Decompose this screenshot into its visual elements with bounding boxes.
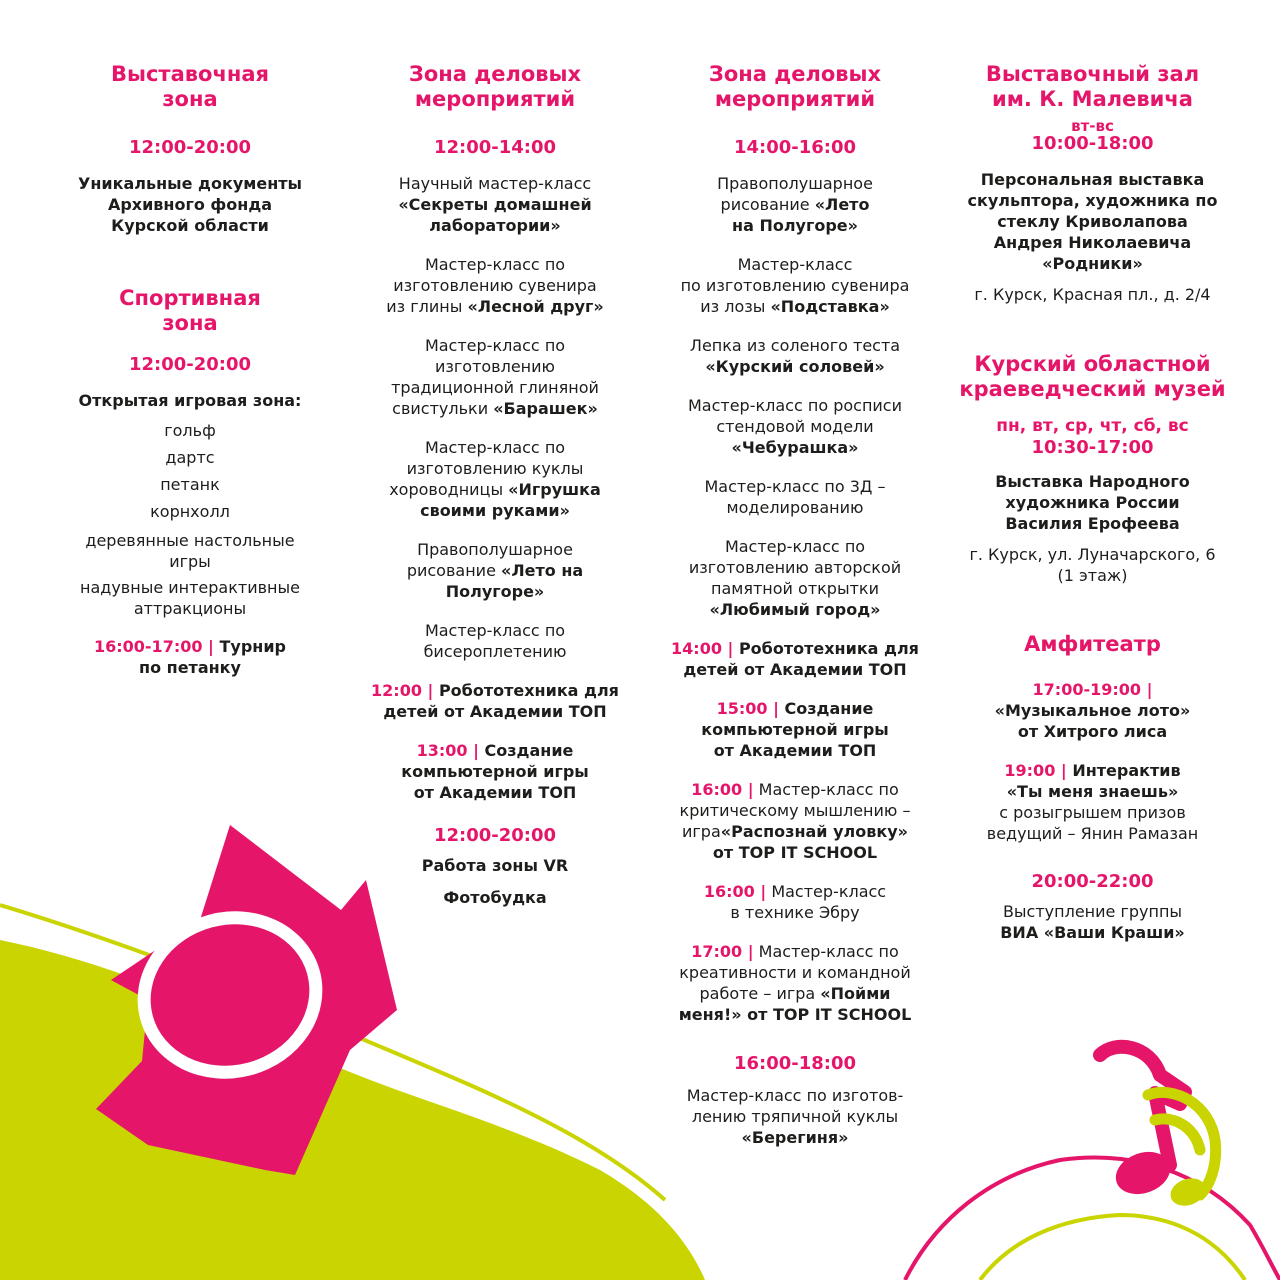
column-exhibition-sports xyxy=(40,62,340,678)
event-item: Правополушарное рисование «Лето на Полугоре» xyxy=(717,174,873,235)
event-item: Мастер-класс по 3Д – моделированию xyxy=(704,477,886,517)
zone-title-amphitheatre: Амфитеатр xyxy=(1024,632,1161,656)
list-item: дартс xyxy=(165,448,215,467)
exhibition-description: Выставка Народного художника России Василия Ерофеева xyxy=(995,472,1190,533)
list-item: гольф xyxy=(164,421,216,440)
zone-title-sports: Спортивная зона xyxy=(119,286,261,335)
days-label: вт-вс xyxy=(1071,117,1114,135)
event-item: Мастер-класс по изготов- лению тряпичной куклы «Берегиня» xyxy=(686,1086,904,1147)
time-label: 10:00-18:00 xyxy=(1031,133,1154,154)
event-item: Лепка из соленого теста «Курский соловей» xyxy=(689,336,901,376)
time-label: 12:00-20:00 xyxy=(433,825,557,846)
column-business-zone-2 xyxy=(645,62,945,1148)
event-item: 13:00 | Создание компьютерной игры от Академии ТОП xyxy=(401,741,589,802)
time-label: 20:00-22:00 xyxy=(1031,871,1154,892)
column-business-zone-1 xyxy=(345,62,645,908)
zone-title-business: Зона деловых мероприятий xyxy=(708,62,882,111)
event-item: 17:00-19:00 | «Музыкальное лото» от Хитрого лиса xyxy=(994,680,1191,741)
time-label: 12:00-14:00 xyxy=(433,137,557,158)
event-item: 16:00 | Мастер-класс в технике Эбру xyxy=(703,882,887,922)
event-item: Научный мастер-класс «Секреты домашней лаборатории» xyxy=(398,174,592,235)
event-item: 17:00 | Мастер-класс по креативности и командной работе – игра «Пойми меня!» от TOP IT SCHOOL xyxy=(678,942,912,1024)
event-item: Правополушарное рисование «Лето на Полугоре» xyxy=(406,540,584,601)
event-item: 16:00 | Мастер-класс по критическому мышлению – игра«Распознай уловку» от TOP IT SCHOOL xyxy=(679,780,911,862)
address: г. Курск, Красная пл., д. 2/4 xyxy=(974,285,1211,304)
games-heading: Открытая игровая зона: xyxy=(78,391,302,410)
tournament-event: 16:00-17:00 | Турнир по петанку xyxy=(93,637,286,677)
games-list xyxy=(40,417,340,525)
time-label: 12:00-20:00 xyxy=(128,354,252,375)
list-item: надувные интерактивные аттракционы xyxy=(80,578,300,618)
event-item: 12:00 | Робототехника для детей от Академии ТОП xyxy=(371,681,619,721)
event-item: 19:00 | Интерактив «Ты меня знаешь» с розыгрышем призов ведущий – Янин Рамазан xyxy=(986,761,1199,843)
event-item: Мастер-класс по изготовлению авторской памятной открытки «Любимый город» xyxy=(688,537,902,619)
list-item: корнхолл xyxy=(150,502,230,521)
list-item: петанк xyxy=(160,475,220,494)
days-label: пн, вт, ср, чт, сб, вс xyxy=(996,416,1189,436)
zone-title-malevich-hall: Выставочный зал им. К. Малевича xyxy=(985,62,1200,111)
event-item: Мастер-класс по изготовлению сувенира из глины «Лесной друг» xyxy=(386,255,604,316)
event-item: 15:00 | Создание компьютерной игры от Академии ТОП xyxy=(701,699,889,760)
event-item: Фотобудка xyxy=(443,888,547,907)
zone-title-museum: Курский областной краеведческий музей xyxy=(959,352,1226,401)
lime-ring-line xyxy=(980,1215,1245,1280)
zone-title-business: Зона деловых мероприятий xyxy=(408,62,582,111)
list-item: деревянные настольные игры xyxy=(85,531,295,571)
event-item: Мастер-класс по росписи стендовой модели «Чебурашка» xyxy=(687,396,902,457)
time-label: 10:30-17:00 xyxy=(1031,437,1154,458)
event-item: Работа зоны VR xyxy=(421,856,569,875)
column-venues xyxy=(945,62,1240,943)
time-label: 16:00-18:00 xyxy=(733,1053,857,1074)
event-item: 14:00 | Робототехника для детей от Академии ТОП xyxy=(671,639,919,679)
exhibition-description: Уникальные документы Архивного фонда Курской области xyxy=(78,174,302,235)
exhibition-description: Персональная выставка скульптора, художника по стеклу Криволапова Андрея Николаевича «Родники» xyxy=(967,170,1218,273)
music-note-icon xyxy=(1100,1047,1216,1211)
event-item: Мастер-класс по изготовлению куклы хороводницы «Игрушка своими руками» xyxy=(389,438,601,520)
address: г. Курск, ул. Луначарского, 6 (1 этаж) xyxy=(969,545,1216,585)
event-item: Мастер-класс по бисероплетению xyxy=(423,621,567,661)
time-label: 12:00-20:00 xyxy=(128,137,252,158)
zone-title-exhibition: Выставочная зона xyxy=(110,62,270,111)
event-item: Выступление группы ВИА «Ваши Краши» xyxy=(1000,902,1185,942)
event-item: Мастер-класс по изготовлению традиционной глиняной свистульки «Барашек» xyxy=(391,336,599,418)
event-item: Мастер-класс по изготовлению сувенира из лозы «Подставка» xyxy=(680,255,910,316)
time-label: 14:00-16:00 xyxy=(733,137,857,158)
